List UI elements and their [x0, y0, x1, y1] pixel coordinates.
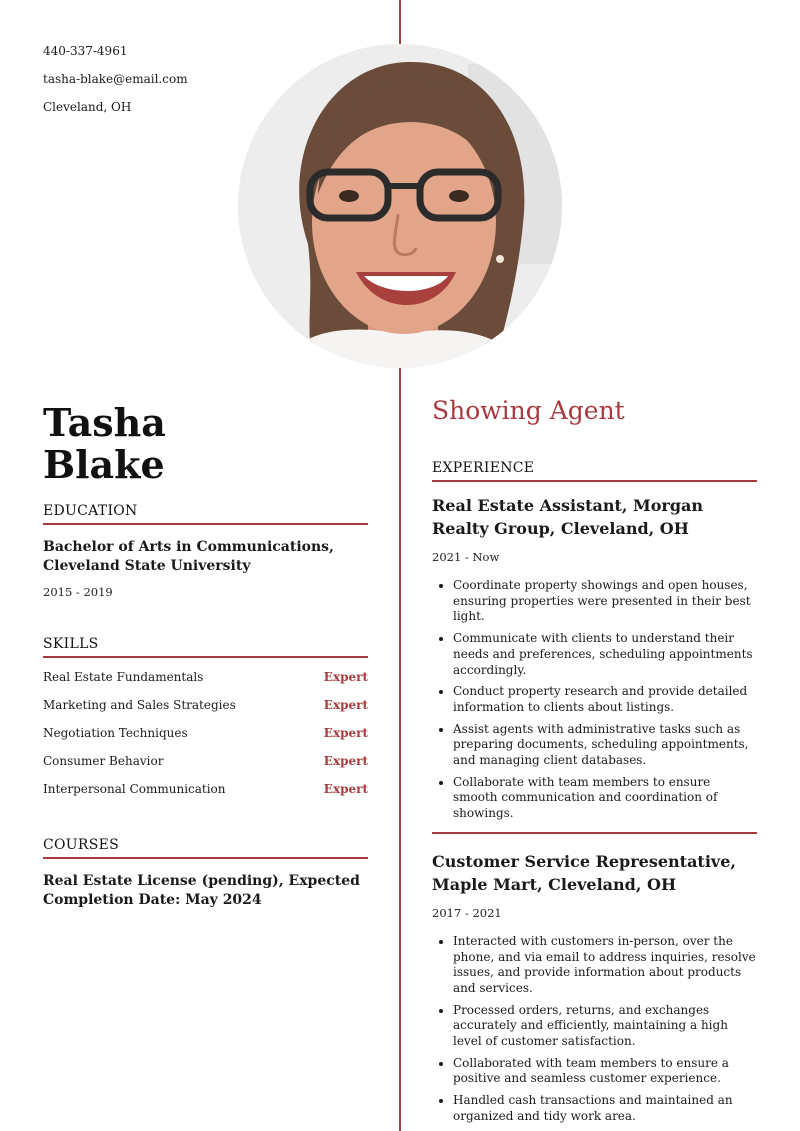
skills-section	[43, 636, 368, 809]
job-bullet: • Collaborated with team members to ensure a positive and seamless customer experience.	[453, 1056, 757, 1087]
skill-level: Expert	[323, 754, 368, 768]
skill-name: Marketing and Sales Strategies	[43, 698, 236, 712]
courses-heading: COURSES	[43, 837, 368, 859]
job-bullet: • Interacted with customers in-person, over the phone, and via email to address inquiries, resolve issues, and provide information about products and services.	[453, 934, 757, 997]
skill-item	[43, 669, 368, 697]
job-bullet: • Assist agents with administrative tasks such as preparing documents, scheduling appointments, and managing client databases.	[453, 722, 757, 769]
job-dates: 2017 - 2021	[432, 905, 502, 920]
skill-name: Real Estate Fundamentals	[43, 670, 204, 684]
job-entry	[432, 850, 757, 1125]
skills-list	[43, 669, 368, 809]
skill-level: Expert	[323, 726, 368, 740]
skill-name: Interpersonal Communication	[43, 782, 226, 796]
skill-level: Expert	[323, 698, 368, 712]
job-dates: 2021 - Now	[432, 550, 500, 564]
last-name: Blake	[43, 442, 165, 487]
candidate-name	[43, 402, 166, 486]
job-bullet: • Coordinate property showings and open houses, ensuring properties were presented in their best light.	[453, 578, 757, 625]
education-heading: EDUCATION	[43, 503, 368, 525]
job-entry	[432, 494, 757, 822]
job-bullet: • Processed orders, returns, and exchanges accurately and efficiently, maintaining a high level of customer satisfaction.	[453, 1003, 757, 1050]
course-item: Real Estate License (pending), Expected Completion Date: May 2024	[43, 873, 360, 908]
profile-photo	[238, 44, 562, 368]
job-heading: Customer Service Representative, Maple Mart, Cleveland, OH	[432, 851, 736, 894]
job-bullet: • Collaborate with team members to ensure smooth communication and coordination of showings.	[453, 775, 757, 822]
skill-item	[43, 781, 368, 809]
contact-email: tasha-blake@email.com	[43, 72, 188, 86]
job-bullet: • Communicate with clients to understand their needs and preferences, scheduling appointments accordingly.	[453, 631, 757, 678]
skill-level: Expert	[323, 670, 368, 684]
experience-section	[432, 460, 757, 1131]
job-bullet: • Handled cash transactions and maintained an organized and tidy work area.	[453, 1093, 757, 1124]
job-bullet: • Conduct property research and provide detailed information to clients about listings.	[453, 684, 757, 715]
skill-name: Consumer Behavior	[43, 754, 164, 768]
education-dates: 2015 - 2019	[43, 585, 113, 599]
headline: Showing Agent	[432, 396, 625, 425]
contact-block	[43, 43, 188, 127]
job-bullets	[432, 578, 757, 822]
skills-heading: SKILLS	[43, 636, 368, 658]
first-name: Tasha	[43, 400, 166, 445]
job-bullets	[432, 934, 757, 1125]
job-heading: Real Estate Assistant, Morgan Realty Group, Cleveland, OH	[432, 496, 704, 538]
skill-item	[43, 725, 368, 753]
skill-level: Expert	[323, 782, 368, 796]
courses-section	[43, 837, 368, 910]
education-section	[43, 503, 368, 599]
experience-heading: EXPERIENCE	[432, 460, 757, 482]
skill-name: Negotiation Techniques	[43, 726, 188, 740]
job-divider	[432, 832, 757, 834]
skill-item	[43, 753, 368, 781]
skill-item	[43, 697, 368, 725]
contact-location: Cleveland, OH	[43, 100, 132, 114]
profile-photo-illustration	[238, 44, 562, 368]
contact-phone: 440-337-4961	[43, 44, 128, 58]
education-degree: Bachelor of Arts in Communications, Cleveland State University	[43, 539, 334, 574]
